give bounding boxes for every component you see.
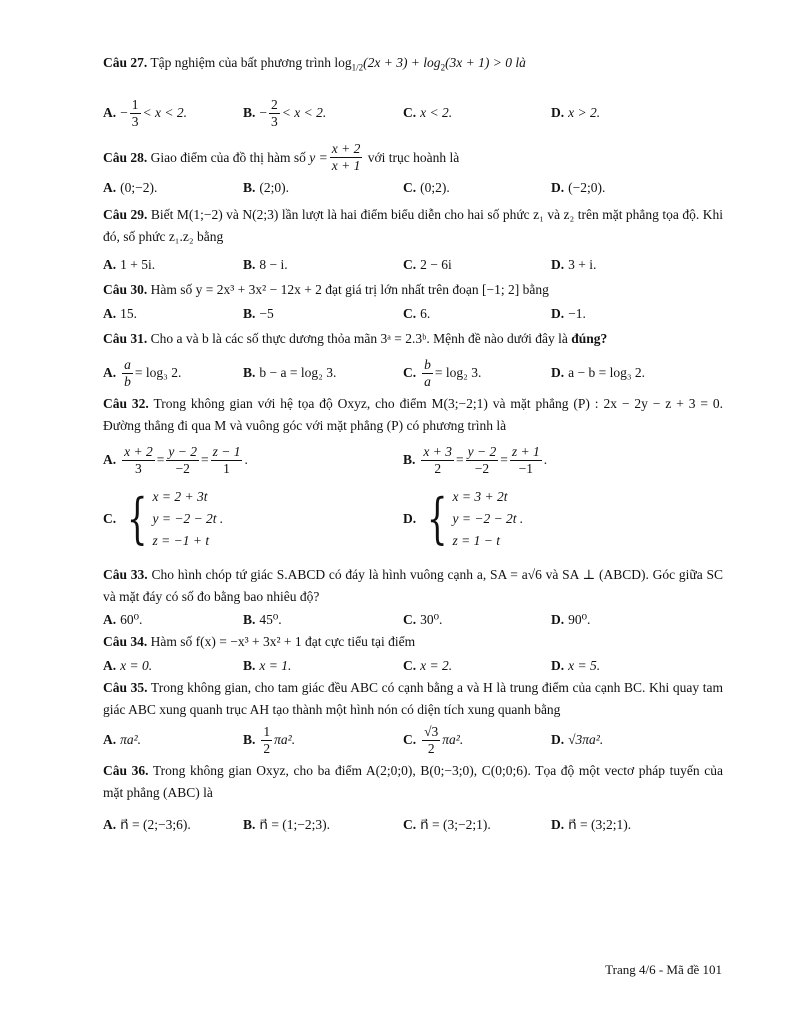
option-d: D. x > 2. <box>551 105 601 120</box>
question-29 <box>103 204 723 248</box>
question-number: Câu 33. <box>103 567 148 582</box>
fraction: $\frac{z + 1}{-1}$ <box>511 443 540 476</box>
question-30 <box>103 279 723 301</box>
options-27 <box>103 98 723 128</box>
fraction: $\frac{1}{2}$ <box>263 723 271 756</box>
fraction: $\frac{x + 3}{2}$ <box>423 443 452 476</box>
question-35 <box>103 677 723 721</box>
fraction: $\frac{y - 2}{-2}$ <box>168 443 197 476</box>
option-c: C. 2 − 6i <box>403 257 452 272</box>
question-text: Cho a và b là các số thực dương thỏa mãn 3ᵃ = 2.3ᵇ. Mệnh đề nào dưới đây là <box>150 331 568 346</box>
option-d: D. a − b = log₃ 2. <box>551 365 646 380</box>
option-a: A. 15. <box>103 306 137 321</box>
option-a: A. 60⁰. <box>103 612 143 627</box>
question-number: Câu 32. <box>103 396 149 411</box>
options-36 <box>103 812 723 838</box>
question-text: Hàm số f(x) = −x³ + 3x² + 1 đạt cực tiểu tại điểm <box>150 634 416 649</box>
fraction: $\frac{√3}{2}$ <box>424 723 439 756</box>
question-28: Câu 28. Giao điểm của đồ thị hàm số y = $\frac{x + 2}{x + 1}$ với trục hoành là <box>103 141 460 173</box>
option-c: C. 30⁰. <box>403 612 443 627</box>
fraction: $\frac{z - 1}{1}$ <box>212 443 241 476</box>
question-number: Câu 31. <box>103 331 148 346</box>
question-34 <box>103 631 723 653</box>
equation-system: { x = 2 + 3t y = −2 − 2t . z = −1 + t <box>126 487 224 550</box>
option-d: D. 90⁰. <box>551 612 591 627</box>
options-32-ab <box>103 442 723 478</box>
fraction: $\frac{x + 2}{3}$ <box>124 443 153 476</box>
question-text: Trong không gian Oxyz, cho ba điểm A(2;0;0), B(0;−3;0), C(0;0;6). Tọa độ một vectơ pháp tuyến của mặt phẳng (ABC) là <box>103 763 724 800</box>
option-a: A. n⃗ = (2;−3;6). <box>103 817 191 832</box>
emphasis-text: đúng? <box>571 331 608 346</box>
option-a: A. (0;−2). <box>103 180 158 195</box>
question-number: Câu 29. <box>103 207 148 222</box>
option-c: C. { x = 2 + 3t y = −2 − 2t . z = −1 + t <box>103 487 224 550</box>
options-32-cd <box>103 484 723 554</box>
question-number: Câu 30. <box>103 282 148 297</box>
option-d: D. √3πa². <box>551 732 604 747</box>
question-36 <box>103 760 723 804</box>
log-base: 2 <box>440 62 446 73</box>
fraction: $\frac{1}{3}$ <box>131 96 139 129</box>
option-b: B. 45⁰. <box>243 612 282 627</box>
option-a: A. $\frac{x + 2}{3}$ = $\frac{y - 2}{-2}$ = $\frac{z - 1}{1}$ . <box>103 443 248 476</box>
question-33 <box>103 564 723 608</box>
option-a: A. − $\frac{1}{3}$ < x < 2. <box>103 96 187 129</box>
option-c: C. x = 2. <box>403 658 453 673</box>
page-footer: Trang 4/6 - Mã đề 101 <box>605 962 722 977</box>
option-c: C. (0;2). <box>403 180 450 195</box>
fraction: $\frac{y - 2}{-2}$ <box>467 443 497 476</box>
option-b: B. − $\frac{2}{3}$ < x < 2. <box>243 96 327 129</box>
question-number: Câu 36. <box>103 763 149 778</box>
fraction: $\frac{2}{3}$ <box>271 96 278 129</box>
option-c: C. $\frac{√3}{2}$ πa². <box>403 723 464 756</box>
question-text: Biết M(1;−2) và N(2;3) lần lượt là hai điểm biểu diễn cho hai số phức z₁ và z₂ trên mặt phẳng tọa độ. Khi đó, số phức z₁.z₂ bằng <box>103 207 723 244</box>
option-b: B. x = 1. <box>243 658 292 673</box>
option-b: B. b − a = log₂ 3. <box>243 365 337 380</box>
question-text: Hàm số y = 2x³ + 3x² − 12x + 2 đạt giá trị lớn nhất trên đoạn [−1; 2] bằng <box>150 282 549 297</box>
option-c: C. n⃗ = (3;−2;1). <box>403 817 491 832</box>
option-a: A. $\frac{a}{b}$ = log₃ 2. <box>103 356 182 389</box>
option-a: A. πa². <box>103 732 142 747</box>
option-b: B. n⃗ = (1;−2;3). <box>243 817 331 832</box>
options-29 <box>103 253 723 277</box>
question-text: (3x + 1) > 0 là <box>445 55 526 70</box>
option-d: D. 3 + i. <box>551 257 597 272</box>
question-text: Cho hình chóp tứ giác S.ABCD có đáy là hình vuông cạnh a, SA = a√6 và SA ⊥ (ABCD). Góc giữa SC và mặt đáy có số đo bằng bao nhiêu độ? <box>103 567 723 604</box>
option-a: A. x = 0. <box>103 658 153 673</box>
fraction: $\frac{b}{a}$ <box>424 356 431 389</box>
question-text: Giao điểm của đồ thị hàm số <box>150 149 306 165</box>
option-d: D. x = 5. <box>551 658 601 673</box>
question-32 <box>103 393 723 437</box>
option-c: C. $\frac{b}{a}$ = log₂ 3. <box>403 356 482 389</box>
equation-system: { x = 3 + 2t y = −2 − 2t . z = 1 − t <box>426 487 524 550</box>
option-d: D. (−2;0). <box>551 180 606 195</box>
options-34 <box>103 654 723 678</box>
option-c: C. 6. <box>403 306 431 321</box>
options-33 <box>103 608 723 632</box>
question-text: (2x + 3) + log <box>363 55 441 70</box>
option-d: D. { x = 3 + 2t y = −2 − 2t . z = 1 − t <box>403 487 524 550</box>
question-number: Câu 28. <box>103 149 148 165</box>
question-text: Tập nghiệm của bất phương trình log <box>150 55 352 70</box>
options-35 <box>103 720 723 760</box>
option-b: B. −5 <box>243 306 274 321</box>
question-text: Trong không gian, cho tam giác đều ABC có cạnh bằng a và H là trung điểm của cạnh BC. Khi quay tam giác ABC xung quanh trục AH tạo thành một hình nón có diện tích xung quanh bằng <box>103 680 723 717</box>
options-28 <box>103 176 723 200</box>
option-c: C. x < 2. <box>403 105 453 120</box>
options-31 <box>103 355 723 391</box>
fraction: $\frac{x + 2}{x + 1}$ <box>331 141 361 173</box>
option-b: B. $\frac{1}{2}$ πa². <box>243 723 296 756</box>
options-30 <box>103 302 723 326</box>
question-27 <box>103 52 723 79</box>
option-d: D. −1. <box>551 306 586 321</box>
question-number: Câu 34. <box>103 634 148 649</box>
log-base: 1/2 <box>351 62 364 73</box>
question-number: Câu 35. <box>103 680 148 695</box>
question-text: Trong không gian với hệ tọa độ Oxyz, cho điểm M(3;−2;1) và mặt phẳng (P) : 2x − 2y − z + 3 = 0. Đường thẳng đi qua M và vuông góc với mặt phẳng (P) có phương trình là <box>103 396 723 433</box>
fraction: $\frac{a}{b}$ <box>124 356 131 389</box>
option-b: B. $\frac{x + 3}{2}$ = $\frac{y - 2}{-2}$ = $\frac{z + 1}{-1}$ . <box>403 443 548 476</box>
option-d: D. n⃗ = (3;2;1). <box>551 817 632 832</box>
question-number: Câu 27. <box>103 55 148 70</box>
question-31 <box>103 328 723 350</box>
option-b: B. 8 − i. <box>243 257 288 272</box>
option-a: A. 1 + 5i. <box>103 257 156 272</box>
option-b: B. (2;0). <box>243 180 290 195</box>
